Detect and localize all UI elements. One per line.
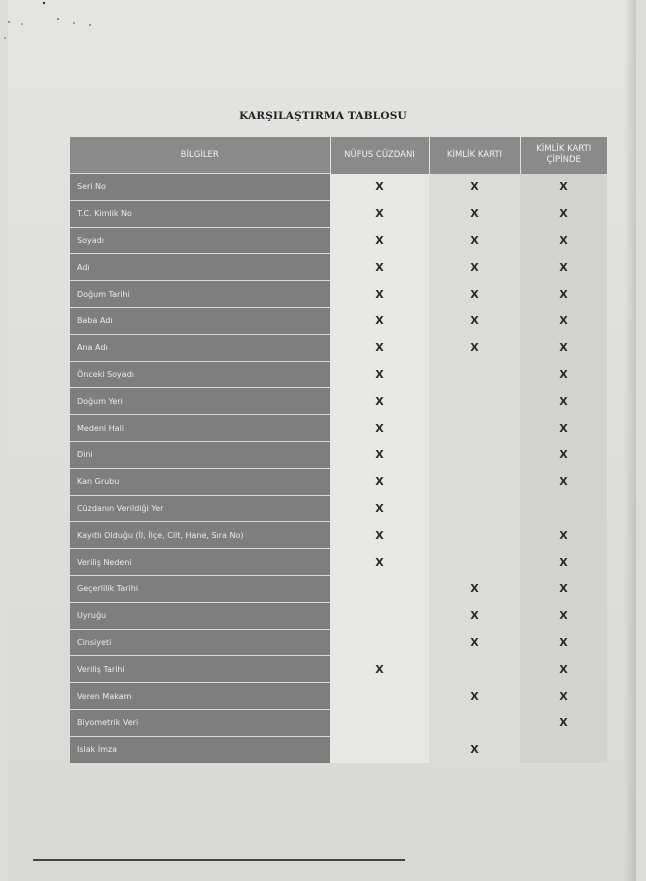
row-label: Biyometrik Veri [70,709,330,736]
table-row [70,200,607,227]
table-row [70,334,607,361]
mark-nufus-cuzdani: X [330,549,429,576]
mark-kimlik-karti [429,361,520,388]
mark-kimlik-karti-cipinde [520,736,607,762]
row-label: Önceki Soyadı [70,361,330,388]
mark-kimlik-karti-cipinde: X [520,361,607,388]
document-title: KARŞILAŞTIRMA TABLOSU [239,110,407,122]
row-label: T.C. Kimlik No [70,200,330,227]
table-row [70,495,607,522]
row-label: Veriliş Nedeni [70,549,330,576]
table-row [70,307,607,334]
mark-kimlik-karti-cipinde: X [520,468,607,495]
mark-kimlik-karti: X [429,227,520,254]
row-label: Adı [70,254,330,281]
table-header-row [70,137,607,174]
row-label: Cüzdanın Verildiği Yer [70,495,330,522]
mark-kimlik-karti: X [429,200,520,227]
mark-kimlik-karti-cipinde: X [520,334,607,361]
table-row [70,281,607,308]
table-body [70,174,607,763]
mark-kimlik-karti: X [429,602,520,629]
mark-kimlik-karti [429,522,520,549]
mark-nufus-cuzdani: X [330,307,429,334]
mark-kimlik-karti-cipinde: X [520,388,607,415]
table-row [70,736,607,762]
row-label: Kan Grubu [70,468,330,495]
table-row [70,361,607,388]
mark-nufus-cuzdani [330,683,429,710]
mark-kimlik-karti-cipinde: X [520,254,607,281]
mark-nufus-cuzdani [330,629,429,656]
table-row [70,388,607,415]
mark-nufus-cuzdani: X [330,656,429,683]
table-row [70,441,607,468]
mark-kimlik-karti: X [429,281,520,308]
table-row [70,575,607,602]
mark-kimlik-karti-cipinde: X [520,709,607,736]
row-label: Cinsiyeti [70,629,330,656]
mark-nufus-cuzdani [330,575,429,602]
table-row [70,602,607,629]
mark-nufus-cuzdani: X [330,200,429,227]
row-label: Islak İmza [70,736,330,762]
mark-kimlik-karti-cipinde: X [520,174,607,201]
mark-kimlik-karti-cipinde: X [520,602,607,629]
row-label: Ana Adı [70,334,330,361]
table-row [70,709,607,736]
mark-kimlik-karti-cipinde: X [520,227,607,254]
table-row [70,656,607,683]
mark-nufus-cuzdani: X [330,174,429,201]
mark-kimlik-karti: X [429,174,520,201]
mark-kimlik-karti [429,388,520,415]
row-label: Veren Makam [70,683,330,710]
table-row [70,254,607,281]
mark-kimlik-karti-cipinde [520,495,607,522]
table-row [70,683,607,710]
mark-nufus-cuzdani: X [330,227,429,254]
bottom-rule [33,859,405,861]
mark-nufus-cuzdani: X [330,522,429,549]
row-label: Baba Adı [70,307,330,334]
mark-kimlik-karti [429,549,520,576]
mark-kimlik-karti [429,656,520,683]
mark-kimlik-karti [429,468,520,495]
header-nufus-cuzdani: NÜFUS CÜZDANI [330,137,429,174]
mark-kimlik-karti [429,415,520,442]
table-row [70,227,607,254]
mark-kimlik-karti: X [429,575,520,602]
mark-kimlik-karti-cipinde: X [520,656,607,683]
mark-kimlik-karti-cipinde: X [520,415,607,442]
row-label: Doğum Yeri [70,388,330,415]
row-label: Uyruğu [70,602,330,629]
mark-nufus-cuzdani: X [330,495,429,522]
mark-kimlik-karti-cipinde: X [520,629,607,656]
header-bilgiler: BİLGİLER [70,137,330,174]
mark-kimlik-karti-cipinde: X [520,307,607,334]
mark-nufus-cuzdani: X [330,415,429,442]
mark-kimlik-karti-cipinde: X [520,683,607,710]
mark-nufus-cuzdani: X [330,468,429,495]
row-label: Kayıtlı Olduğu (İl, İlçe, Cilt, Hane, Sıra No) [70,522,330,549]
header-kimlik-karti-cipinde: KİMLİK KARTI ÇİPİNDE [520,137,607,174]
mark-nufus-cuzdani: X [330,254,429,281]
mark-kimlik-karti: X [429,629,520,656]
mark-kimlik-karti [429,441,520,468]
mark-kimlik-karti: X [429,254,520,281]
mark-nufus-cuzdani [330,709,429,736]
table-row [70,415,607,442]
mark-kimlik-karti [429,709,520,736]
page-edge-shadow [624,0,636,881]
mark-kimlik-karti: X [429,736,520,762]
table-row [70,549,607,576]
mark-kimlik-karti: X [429,334,520,361]
table-row [70,174,607,201]
comparison-table [70,137,607,763]
mark-nufus-cuzdani [330,602,429,629]
row-label: Geçerlilik Tarihi [70,575,330,602]
mark-kimlik-karti-cipinde: X [520,281,607,308]
table-row [70,522,607,549]
row-label: Medeni Hali [70,415,330,442]
mark-nufus-cuzdani: X [330,441,429,468]
mark-nufus-cuzdani: X [330,361,429,388]
mark-kimlik-karti-cipinde: X [520,441,607,468]
mark-kimlik-karti: X [429,683,520,710]
mark-kimlik-karti-cipinde: X [520,200,607,227]
row-label: Doğum Tarihi [70,281,330,308]
mark-kimlik-karti [429,495,520,522]
row-label: Seri No [70,174,330,201]
mark-nufus-cuzdani: X [330,388,429,415]
scan-specks [0,0,120,40]
mark-kimlik-karti-cipinde: X [520,549,607,576]
row-label: Veriliş Tarihi [70,656,330,683]
mark-kimlik-karti-cipinde: X [520,575,607,602]
table-row [70,468,607,495]
mark-nufus-cuzdani: X [330,281,429,308]
mark-kimlik-karti: X [429,307,520,334]
table-row [70,629,607,656]
row-label: Soyadı [70,227,330,254]
header-kimlik-karti: KİMLİK KARTI [429,137,520,174]
mark-nufus-cuzdani: X [330,334,429,361]
mark-nufus-cuzdani [330,736,429,762]
mark-kimlik-karti-cipinde: X [520,522,607,549]
row-label: Dini [70,441,330,468]
